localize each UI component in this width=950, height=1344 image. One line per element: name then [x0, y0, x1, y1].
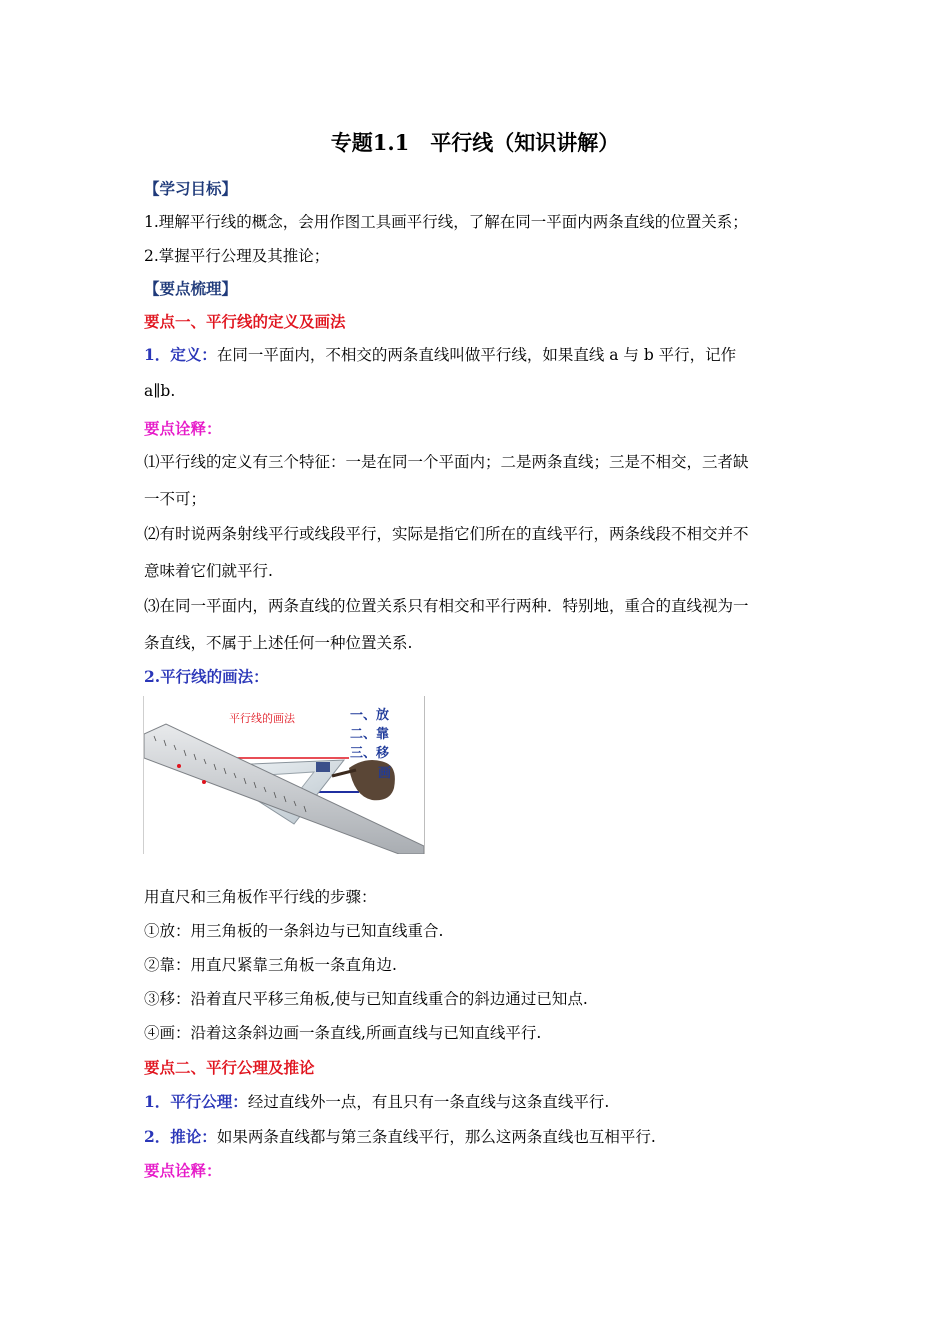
- note-line-1: ⑴平行线的定义有三个特征：一是在同一个平面内；二是两条直线；三是不相交，三者缺: [144, 453, 749, 471]
- axiom-number: 1．: [144, 1092, 171, 1111]
- step-4: ④画：沿着这条斜边画一条直线,所画直线与已知直线平行.: [144, 1024, 542, 1042]
- figure-title: 平行线的画法: [229, 712, 295, 725]
- point2-notes-label: 要点诠释：: [144, 1161, 222, 1180]
- step-1: ①放：用三角板的一条斜边与已知直线重合.: [144, 922, 444, 940]
- corollary-number: 2．: [144, 1127, 171, 1146]
- definition-label: 定义：: [170, 345, 217, 364]
- outline-heading: 【要点梳理】: [144, 279, 238, 298]
- corollary-text: 如果两条直线都与第三条直线平行，那么这两条直线也互相平行.: [216, 1128, 656, 1146]
- axiom-text: 经过直线外一点，有且只有一条直线与这条直线平行.: [247, 1093, 610, 1111]
- note-line-6: 条直线，不属于上述任何一种位置关系.: [144, 634, 413, 652]
- drawing-heading: 2.平行线的画法：: [144, 667, 269, 686]
- figure-step-1: 一、放: [350, 708, 390, 723]
- step-2: ②靠：用直尺紧靠三角板一条直角边.: [144, 956, 397, 974]
- note-line-5: ⑶在同一平面内，两条直线的位置关系只有相交和平行两种．特别地，重合的直线视为一: [144, 597, 749, 615]
- step-3: ③移：沿着直尺平移三角板,使与已知直线重合的斜边通过已知点.: [144, 990, 588, 1008]
- point2-heading: 要点二、平行公理及推论: [144, 1058, 315, 1077]
- figure-step-4: 画: [378, 766, 392, 781]
- note-line-3: ⑵有时说两条射线平行或线段平行，实际是指它们所在的直线平行，两条线段不相交并不: [144, 525, 749, 543]
- page-title: 专题1.1 平行线（知识讲解）: [330, 130, 620, 155]
- set-square-label: [316, 762, 330, 772]
- axiom-label: 平行公理：: [170, 1092, 248, 1111]
- note-line-4: 意味着它们就平行.: [144, 562, 273, 580]
- point1-heading: 要点一、平行线的定义及画法: [144, 312, 346, 331]
- corollary-label: 推论：: [170, 1127, 217, 1146]
- objectives-heading: 【学习目标】: [144, 179, 238, 198]
- definition-text-cont: a∥b.: [144, 382, 176, 400]
- point1-notes-label: 要点诠释：: [144, 419, 222, 438]
- steps-intro: 用直尺和三角板作平行线的步骤：: [144, 888, 377, 906]
- definition-line: [144, 345, 736, 365]
- note-line-2: 一不可；: [144, 490, 207, 508]
- objective-item-1: 1.理解平行线的概念，会用作图工具画平行线，了解在同一平面内两条直线的位置关系；: [144, 213, 748, 231]
- figure-step-3: 三、移: [350, 746, 390, 761]
- axiom-line: [144, 1092, 609, 1112]
- objective-item-2: 2.掌握平行公理及其推论；: [144, 247, 330, 265]
- definition-number: 1．: [144, 345, 171, 364]
- definition-text: 在同一平面内，不相交的两条直线叫做平行线，如果直线 a 与 b 平行，记作: [216, 346, 737, 364]
- corollary-line: [144, 1127, 656, 1147]
- parallel-drawing-figure: [143, 696, 425, 854]
- figure-step-2: 二、靠: [350, 727, 390, 742]
